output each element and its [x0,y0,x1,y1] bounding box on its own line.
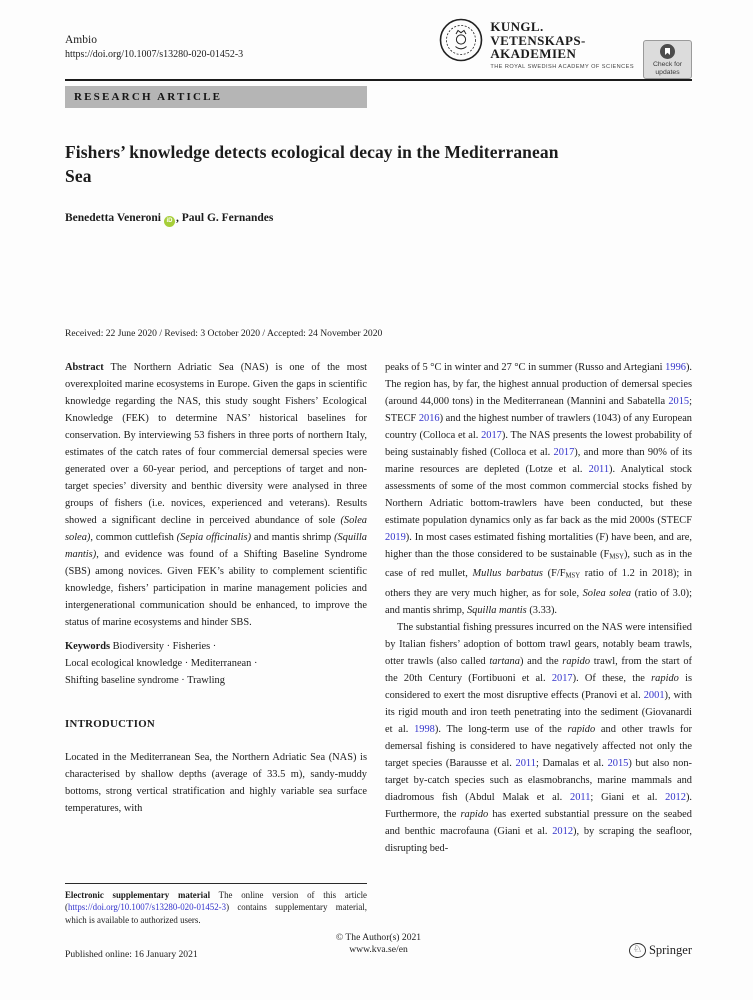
supplementary-footnote: Electronic supplementary material The online version of this article (https://doi.org/10.1007/s13280-020-01452-3) contains supplementary material, which is available to authorized users. [65,883,367,927]
kva-subtitle: THE ROYAL SWEDISH ACADEMY OF SCIENCES [490,63,634,70]
kva-line-3: AKADEMIEN [490,46,577,61]
author-list [65,212,692,227]
keywords-block [65,638,367,689]
journal-info [65,34,243,60]
citation-link[interactable]: 2011 [588,463,610,475]
body-paragraph-2: The substantial fishing pressures incurred on the NAS were intensified by Italian fishers’ adoption of bottom trawl gears, notably beam trawls, otter trawls (also called tartana) and the rapido trawl, from the start of the 20th Century (Fortibuoni et al. 2017). Of these, the rapido is considered to exert the most disruptive effects (Pranovi et al. 2001), with its rigid mouth and iron teeth penetrating into the sediment (Giovanardi et al. 1998). The long-term use of the rapido and other trawls for demersal fishing is considered to have negatively affected not only the target species (Barausse et al. 2011; Damalas et al. 2015) but also non-target by-catch species such as elasmobranchs, marine mammals and diadromous fish (Abdul Malak et al. 2011; Giani et al. 2012). Furthermore, the rapido has exerted substantial pressure on the seabed and benthic macrofauna (Giani et al. 2012), by scraping the seafloor, disrupting bed- [385,621,692,854]
article-type-badge [65,86,367,108]
kva-line-2: VETENSKAPS- [490,32,586,48]
page-title [65,141,692,188]
kva-logo-text [490,20,634,70]
keywords-line-3: Shifting baseline syndrome · Trawling [65,674,225,686]
keywords-line-2: Local ecological knowledge · Mediterranean · [65,657,258,669]
citation-link[interactable]: 2017 [553,446,575,458]
kva-line-1: KUNGL. [490,19,544,34]
introduction-paragraph: Located in the Mediterranean Sea, the Northern Adriatic Sea (NAS) is characterised by shallow depths (average of 33.5 m), sandy-muddy bottoms, strong vertical stratification and highly variable sea surface temperatures, with [65,751,367,814]
springer-wordmark: Springer [648,942,692,957]
check-badge-line2: updates [655,68,680,76]
citation-link[interactable]: 2015 [607,757,629,769]
check-badge-line1: Check for [652,61,683,68]
citation-link[interactable]: 2016 [418,412,440,424]
citation-link[interactable]: 2017 [551,672,573,684]
footer-center [336,932,421,957]
citation-link[interactable]: 1996 [665,361,686,373]
kva-seal-icon [439,18,483,67]
keywords-line-1: Keywords Biodiversity · Fisheries · [65,640,217,652]
citation-link[interactable]: 2019 [385,531,406,543]
doi-text: https://doi.org/10.1007/s13280-020-01452-3 [65,49,244,60]
received-revised-accepted: Received: 22 June 2020 / Revised: 3 October 2020 / Accepted: 24 November 2020 [65,327,383,339]
title-line-2: Sea [65,165,92,186]
citation-link[interactable]: 1998 [414,723,435,735]
body-paragraph-1: peaks of 5 °C in winter and 27 °C in summer (Russo and Artegiani 1996). The region has, by far, the highest annual production of demersal species (around 44,000 tons) in the Mediterranean (Mannini and Sabatella 2015; STECF 2016) and the highest number of trawlers (1043) of any European country (Colloca et al. 2017). The NAS presents the lowest probability of being sustainably fished (Colloca et al. 2017), and more than 90% of its marine resources are depleted (Lotze et al. 2011). Analytical stock assessments of some of the most common commercial stocks fished by Northern Adriatic bottom-trawlers have been conducted, but these estimate population dynamics only as far back as the mid 2000s (STECF 2019). In most cases estimated fishing mortalities (F) have been, and are, higher than the those considered to be sustainable (FMSY), such as in the case of red mullet, Mullus barbatus (F/FMSY ratio of 1.2 in 2018); in others they are very much higher, as for sole, Solea solea (ratio of 3.0); and mantis shrimp, Squilla mantis (3.33). [385,361,692,616]
abstract-paragraph: Abstract The Northern Adriatic Sea (NAS) is one of the most overexploited marine ecosystems in Europe. Given the gaps in scientific knowledge regarding the NAS, this study sought Fishers’ Ecological Knowledge (FEK) to determine NAS’ historical baselines for conservation. By interviewing 53 fishers in three ports of northern Italy, estimates of the catch rates of four commercial demersal species were generated over a 60-year period, and perceptions of target and non-target species’ diversity and benthic diversity were analysed in three groups of fishers (i.e. novices, experienced and veterans). Results showed a significant decline in perceived abundance of sole (Solea solea), common cuttlefish (Sepia officinalis) and mantis shrimp (Squilla mantis), and evidence was found of a Shifting Baseline Syndrome (SBS) among novices. Given FEK’s ability to complement scientific knowledge, fishers’ participation in marine management policies and intergenerational communication should be enhanced, to improve the status of marine ecosystems and hinder SBS. [65,361,367,628]
citation-link[interactable]: 2012 [552,825,574,837]
springer-logo [629,943,692,958]
journal-title: Ambio [65,34,97,46]
introduction-heading: INTRODUCTION [65,717,155,730]
citation-link[interactable]: 2015 [668,395,690,407]
citation-link[interactable]: 2017 [481,429,502,441]
check-for-updates-button[interactable] [643,40,692,79]
kva-url: www.kva.se/en [349,944,408,955]
citation-link[interactable]: 2011 [570,791,591,803]
author-name-1: Benedetta Veneroni [65,212,161,224]
copyright-line: © The Author(s) 2021 [335,931,422,943]
left-column [65,359,367,927]
citation-link[interactable]: 2001 [643,689,665,701]
right-column [385,359,692,927]
citation-link[interactable]: https://doi.org/10.1007/s13280-020-01452-3 [67,902,227,913]
update-bookmark-icon [660,44,675,59]
author-separator: , [175,212,182,224]
article-type-label: RESEARCH ARTICLE [74,91,223,103]
citation-link[interactable]: 2011 [515,757,536,769]
page-header [65,18,692,79]
header-divider [65,79,692,81]
springer-knight-icon: ♘ [629,943,646,958]
page-footer [65,932,692,966]
citation-link[interactable]: 2012 [665,791,686,803]
published-online: Published online: 16 January 2021 [65,948,198,960]
kva-logo [439,18,634,70]
title-line-1: Fishers’ knowledge detects ecological decay in the Mediterranean [65,142,559,162]
article-body [65,359,692,927]
author-name-2: Paul G. Fernandes [181,212,274,224]
orcid-icon[interactable]: iD [164,216,175,227]
header-right [439,18,692,79]
